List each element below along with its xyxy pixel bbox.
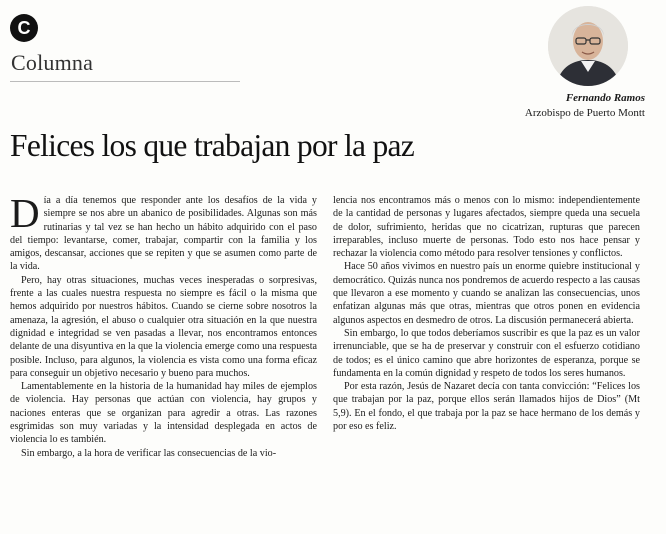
article-paragraph: lencia nos encontramos más o menos con lo mismo: independientemente de la cantidad de personas y lugares afectados, siempre queda una secuela de dolor, sufrimiento, heridas que no cicatrizan, rupturas que parecen irreparables, incluso muerte de personas. Todo esto nos hace pensar y rechazar la violencia como método para resolver tensiones y conflictos.	[333, 195, 640, 260]
section-divider	[10, 81, 240, 82]
article-paragraph: Lamentablemente en la historia de la humanidad hay miles de ejemplos de violencia. Hay personas que actúan con violencia, hay grupos y naciones enteras que se organizan para agredir a otras. Las razones esgrimidas son muy variadas y la intensidad desplegada en actos de violencia lo es también.	[10, 381, 317, 446]
section-label: Columna	[11, 50, 94, 75]
headline: Felices los que trabajan por la paz	[10, 128, 415, 163]
article-paragraph: Día a día tenemos que responder ante los desafíos de la vida y siempre se nos abre un abanico de posibilidades. Algunas son más rutinarias y tal vez se han hecho un hábito adquirido con el paso del tiempo: levantarse, comer, trabajar, compartir con la familia y los amigos, descansar, acciones que se repiten y que se asumen como parte de la vida.	[10, 190, 317, 273]
article-body	[10, 190, 640, 516]
article-paragraph: Sin embargo, lo que todos deberíamos suscribir es que la paz es un valor irrenunciable, que se ha de preservar y construir con el esfuerzo cotidiano de todos; es el único camino que abre horizontes de esperanza, porque se fundamenta en la común dignidad y respeto de todos los seres humanos.	[333, 327, 640, 379]
article-paragraph: Por esta razón, Jesús de Nazaret decía con tanta convicción: “Felices los que trabajan por la paz, porque ellos serán llamados hijos de Dios” (Mt 5,9). En el fondo, el que trabaja por la paz se hace hermano de los demás y por eso es feliz.	[333, 381, 640, 433]
article-paragraph: Hace 50 años vivimos en nuestro país un enorme quiebre institucional y democrático. Quizás nunca nos pondremos de acuerdo respecto a las causas que llevaron a ese momento y cuando se analizan las consecuencias, unos enfatizan algunas más que otras, mientras que otros ponen en evidencia algunos aspectos en desmedro de otros. La discusión permanecerá abierta.	[333, 261, 640, 326]
article-paragraph: Pero, hay otras situaciones, muchas veces inesperadas o sorpresivas, frente a las cuales nuestra respuesta no siempre es fácil o la misma que hemos adquirido por nuestros hábitos. Cuando se cierne sobre nosotros la amenaza, la agresión, el abuso o cualquier otra situación en la que nuestra dignidad e integridad se ven pasadas a llevar, nos encontramos entonces delante de una disyuntiva en la que la violencia emerge como una respuesta posible. Incluso, para algunos, la violencia es vista como una forma eficaz para conseguir un objetivo necesario y bueno para muchos.	[10, 274, 317, 379]
author-name: Fernando Ramos	[565, 92, 645, 104]
drop-cap: D	[10, 190, 40, 236]
article-column-left	[10, 190, 317, 460]
author-photo	[548, 6, 628, 86]
article-paragraph: Sin embargo, a la hora de verificar las consecuencias de la vio-	[21, 447, 277, 459]
author-portrait-icon	[548, 6, 628, 86]
section-badge: C	[10, 14, 38, 42]
author-role: Arzobispo de Puerto Montt	[524, 107, 645, 119]
article-column-right	[333, 194, 640, 433]
